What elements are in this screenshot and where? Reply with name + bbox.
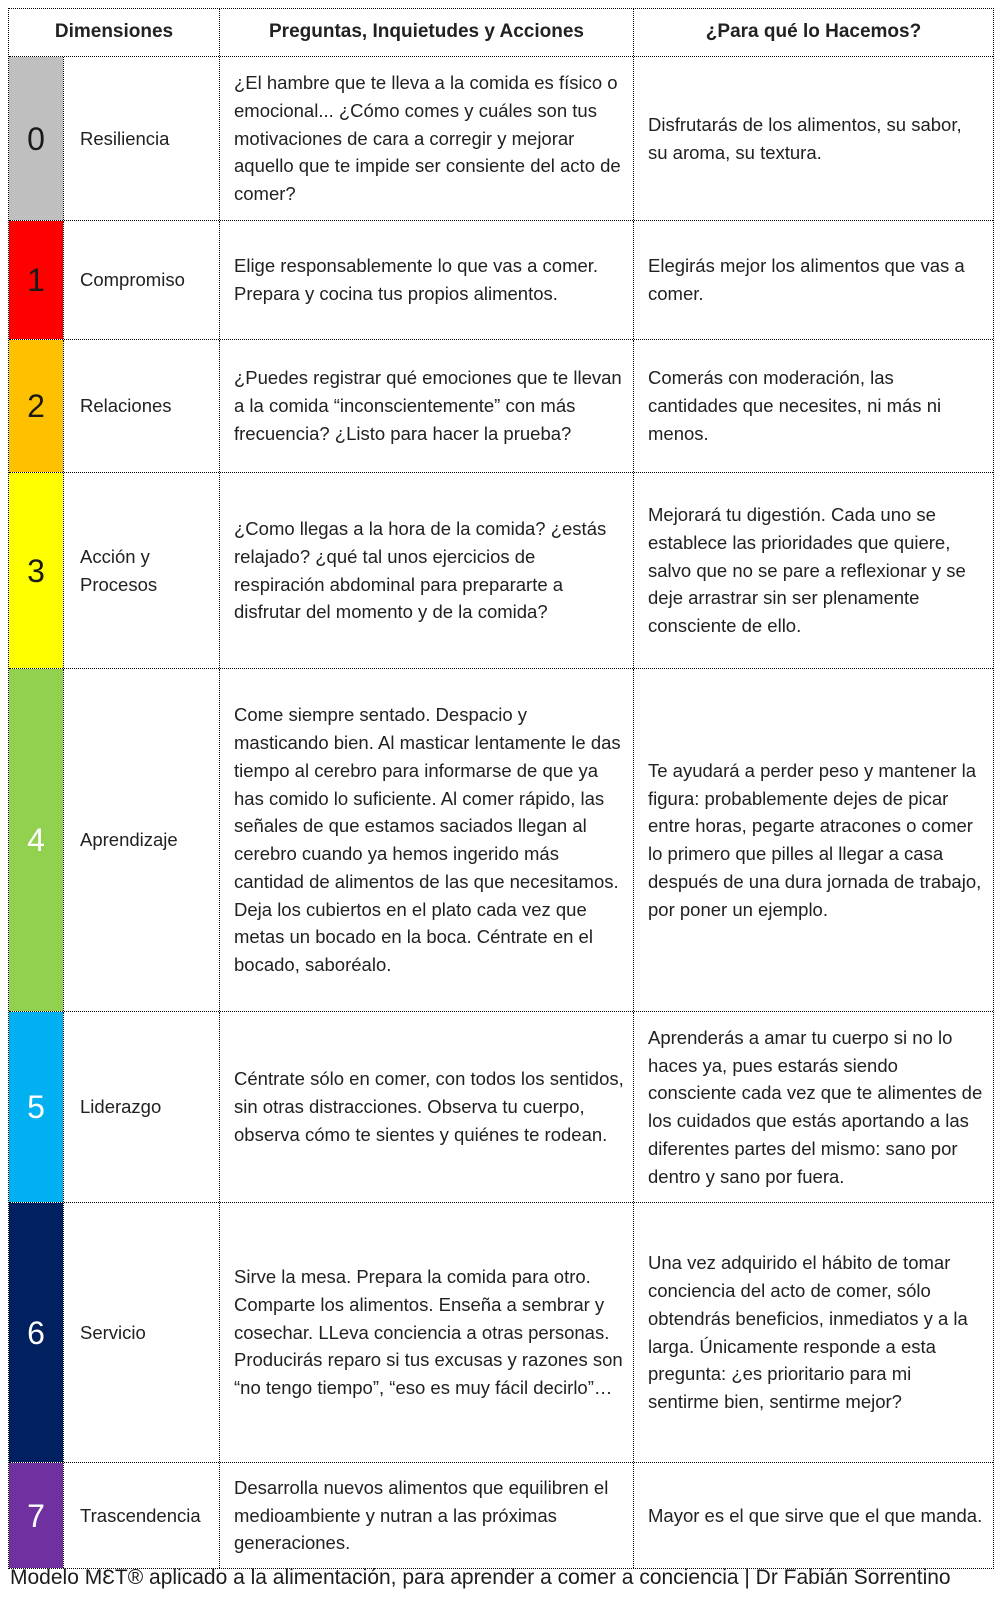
header-dimensiones: Dimensiones [54,21,174,43]
dimension-number: 6 [9,1203,63,1462]
dimension-number: 2 [9,340,63,472]
questions-cell: ¿El hambre que te lleva a la comida es físico o emocional... ¿Cómo comes y cuáles son tus motivaciones de cara a corregir y mejorar aquello que te impide ser consiente del acto de comer? [219,57,633,220]
dimension-name: Servicio [63,1203,219,1462]
questions-cell: Elige responsablemente lo que vas a comer. Prepara y cocina tus propios alimentos. [219,221,633,339]
questions-cell: Céntrate sólo en comer, con todos los sentidos, sin otras distracciones. Observa tu cuerpo, observa cómo te sientes y quiénes te rodean. [219,1012,633,1202]
dimension-number: 0 [9,57,63,220]
header-preguntas: Preguntas, Inquietudes y Acciones [219,9,633,56]
dimension-name: Resiliencia [63,57,219,220]
dimension-number: 7 [9,1463,63,1568]
purpose-cell: Elegirás mejor los alimentos que vas a comer. [633,221,993,339]
dimension-name: Compromiso [63,221,219,339]
table-row [9,339,993,472]
table-row [9,1011,993,1202]
dimension-name: Acción y Procesos [63,473,219,668]
purpose-cell: Mayor es el que sirve que el que manda. [633,1463,993,1568]
dimension-name: Trascendencia [63,1463,219,1568]
purpose-cell: Mejorará tu digestión. Cada uno se establece las prioridades que quiere, salvo que no se pare a reflexionar y se deje arrastrar sin ser plenamente consciente de ello. [633,473,993,668]
purpose-cell: Comerás con moderación, las cantidades que necesites, ni más ni menos. [633,340,993,472]
purpose-cell: Te ayudará a perder peso y mantener la figura: probablemente dejes de picar entre horas, pegarte atracones o comer lo primero que pilles al llegar a casa después de una dura jornada de trabajo, por poner un ejemplo. [633,669,993,1011]
table-row [9,668,993,1011]
header-para-que: ¿Para qué lo Hacemos? [633,9,993,56]
footer-caption: Modelo MƐT® aplicado a la alimentación, para aprender a comer a conciencia | Dr Fabián Sorrentino [10,1566,951,1589]
dimension-name: Aprendizaje [63,669,219,1011]
table-header-row [9,9,993,56]
dimension-number: 1 [9,221,63,339]
purpose-cell: Una vez adquirido el hábito de tomar conciencia del acto de comer, sólo obtendrás beneficios, inmediatos y a la larga. Únicamente responde a esta pregunta: ¿es prioritario para mi sentirme bien, sentirme mejor? [633,1203,993,1462]
dimension-name: Liderazgo [63,1012,219,1202]
dimension-number: 3 [9,473,63,668]
purpose-cell: Disfrutarás de los alimentos, su sabor, su aroma, su textura. [633,57,993,220]
dimensions-table [8,8,994,1569]
purpose-cell: Aprenderás a amar tu cuerpo si no lo haces ya, pues estarás siendo consciente cada vez que te alimentes de los cuidados que estás aportando a las diferentes partes del mismo: sano por dentro y sano por fuera. [633,1012,993,1202]
questions-cell: Sirve la mesa. Prepara la comida para otro. Comparte los alimentos. Enseña a sembrar y cosechar. LLeva conciencia a otras personas. Producirás reparo si tus excusas y razones son “no tengo tiempo”, “eso es muy fácil decirlo”… [219,1203,633,1462]
table-row [9,220,993,339]
questions-cell: ¿Como llegas a la hora de la comida? ¿estás relajado? ¿qué tal unos ejercicios de respiración abdominal para prepararte a disfrutar del momento y de la comida? [219,473,633,668]
dimension-number: 5 [9,1012,63,1202]
dimension-name: Relaciones [63,340,219,472]
questions-cell: Desarrolla nuevos alimentos que equilibren el medioambiente y nutran a las próximas generaciones. [219,1463,633,1568]
table-row [9,1462,993,1568]
table-row [9,56,993,220]
questions-cell: ¿Puedes registrar qué emociones que te llevan a la comida “inconscientemente” con más frecuencia? ¿Listo para hacer la prueba? [219,340,633,472]
dimension-number: 4 [9,669,63,1011]
table-row [9,1202,993,1462]
questions-cell: Come siempre sentado. Despacio y masticando bien. Al masticar lentamente le das tiempo al cerebro para informarse de que ya has comido lo suficiente. Al comer rápido, las señales de que estamos saciados llegan al cerebro cuando ya hemos ingerido más cantidad de alimentos de las que necesitamos. Deja los cubiertos en el plato cada vez que metas un bocado en la boca. Céntrate en el bocado, saboréalo. [219,669,633,1011]
table-row [9,472,993,668]
